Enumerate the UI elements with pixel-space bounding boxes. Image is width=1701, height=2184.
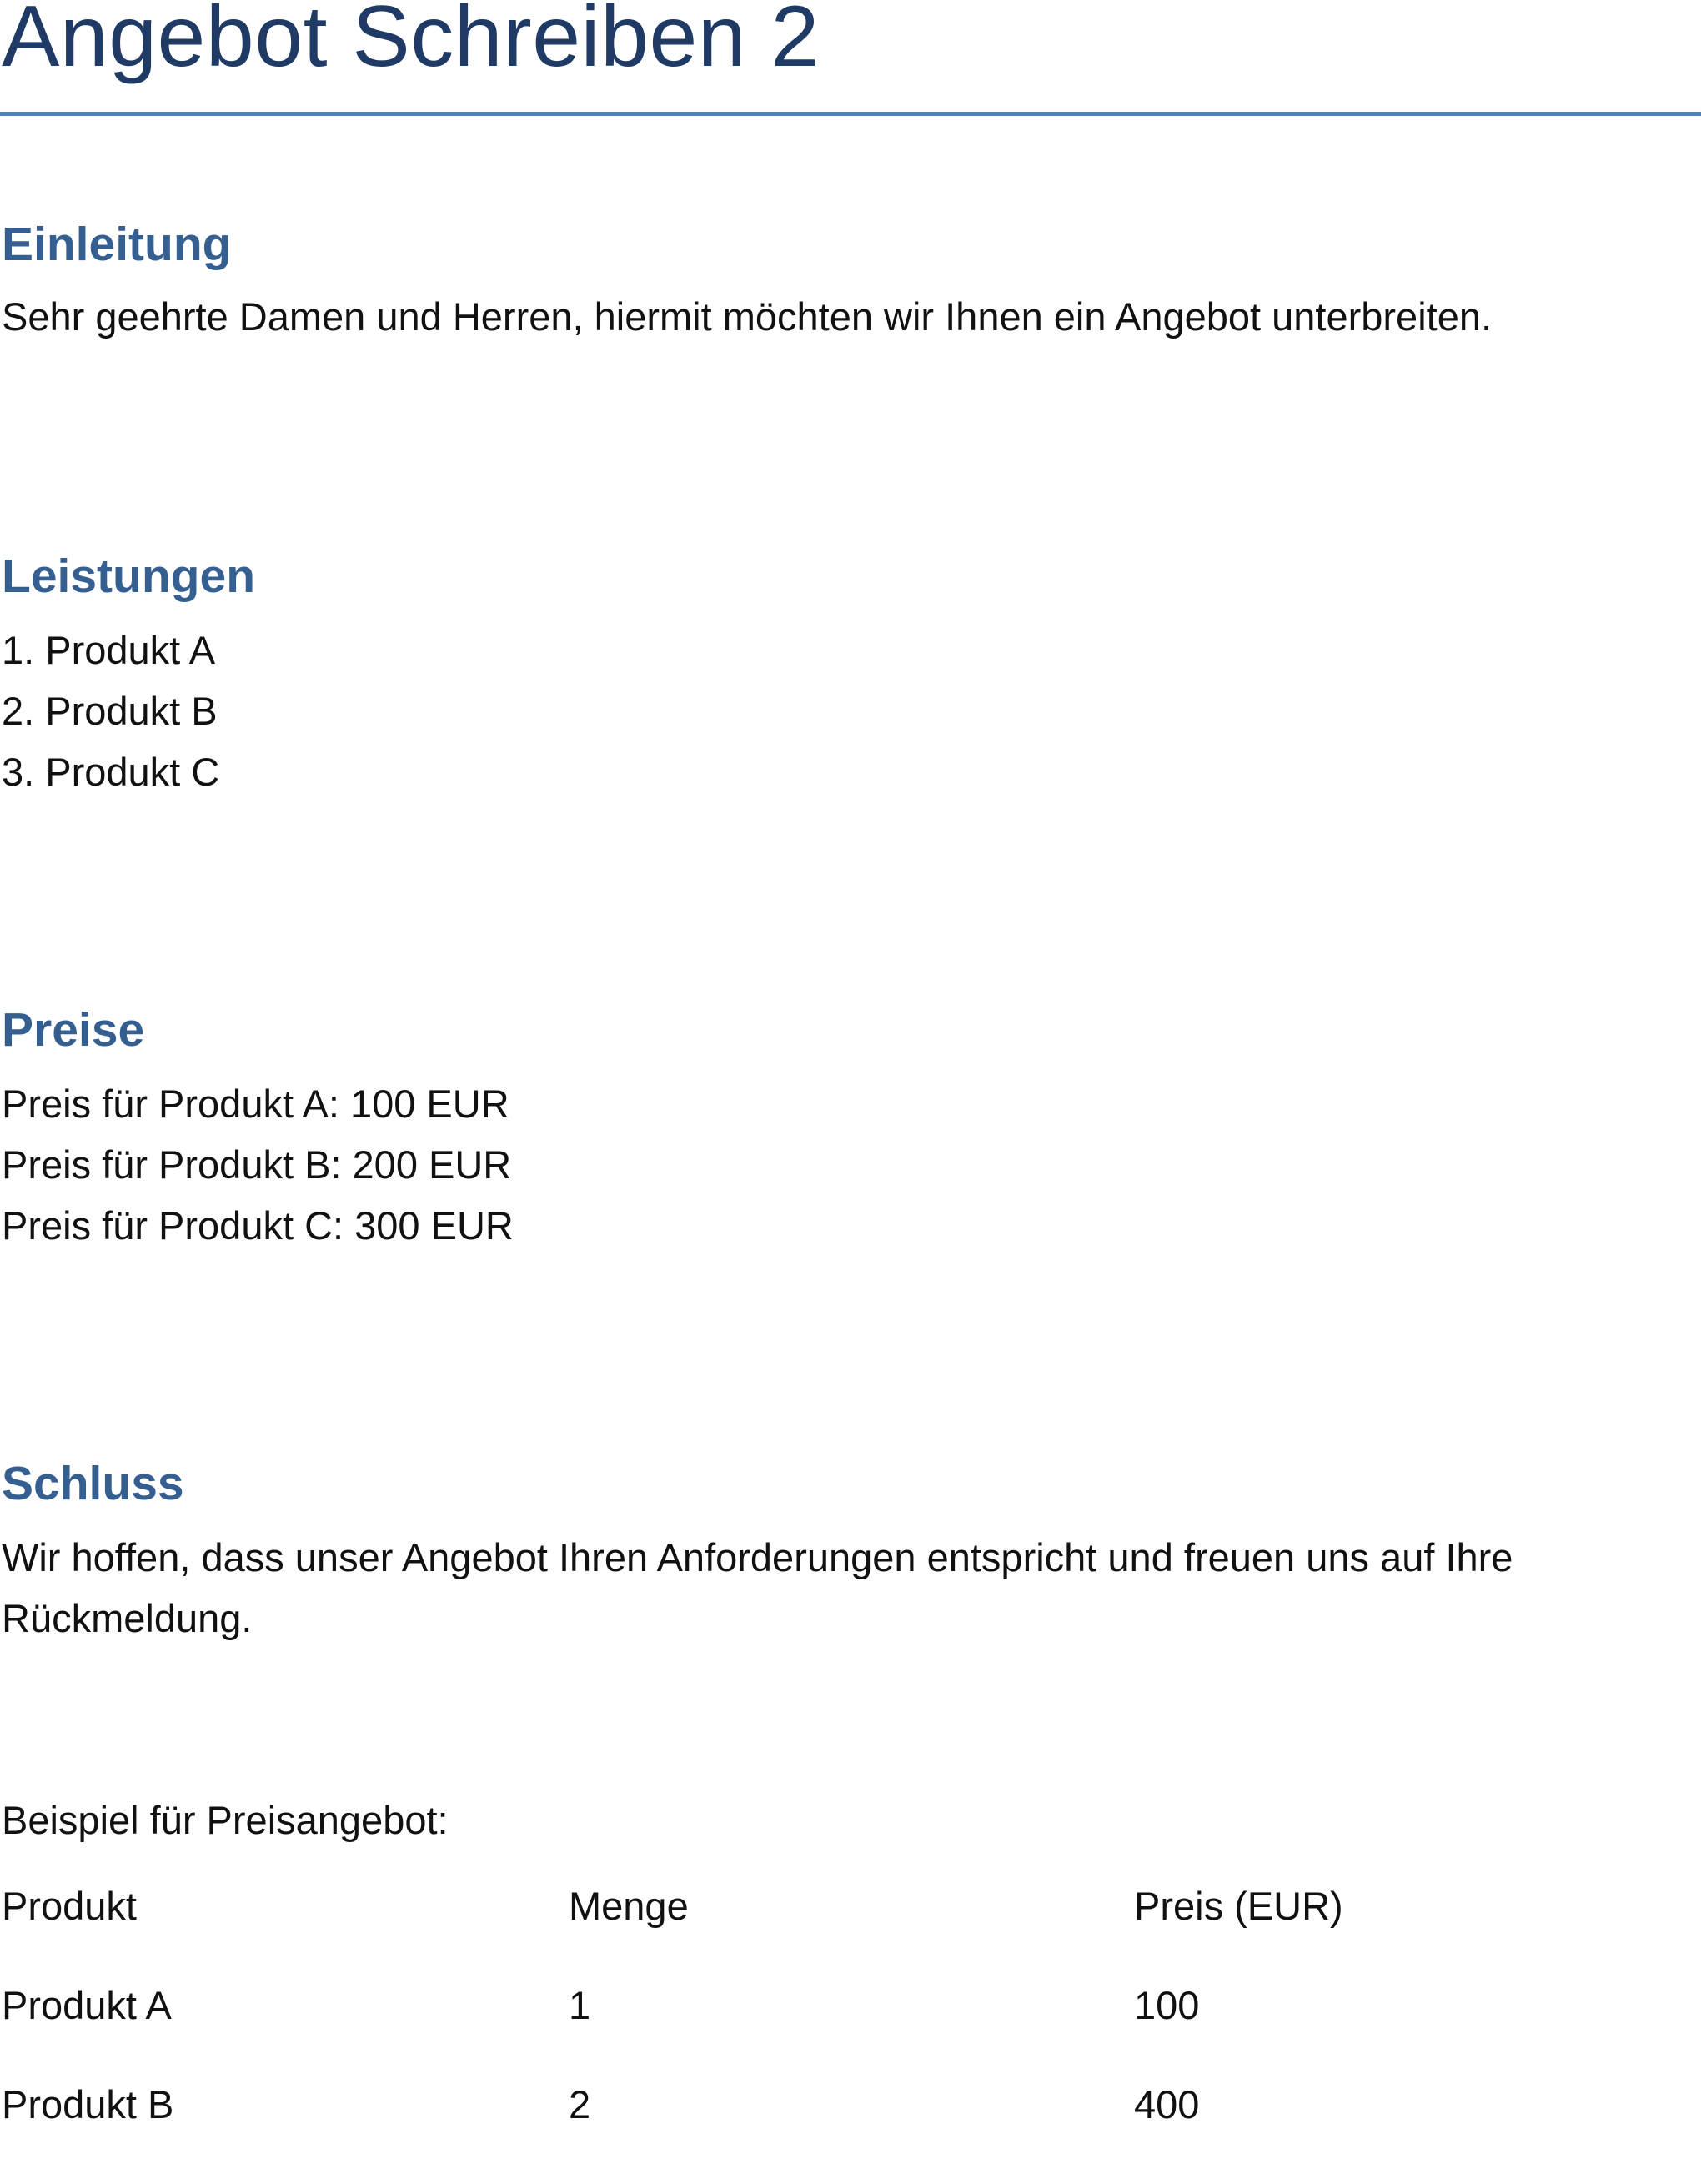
table-cell: 400 (1134, 2082, 1200, 2126)
column-header: Produkt (2, 1884, 137, 1928)
table-cell: Produkt B (2, 2082, 174, 2126)
price-line: Preis für Produkt A: 100 EUR (2, 1082, 509, 1126)
title-underline (0, 112, 1701, 116)
table-cell: Produkt A (2, 1983, 172, 2027)
heading-einleitung: Einleitung (2, 218, 232, 271)
table-cell: 2 (569, 2082, 591, 2126)
column-header: Menge (569, 1884, 689, 1928)
example-caption: Beispiel für Preisangebot: (2, 1798, 449, 1842)
list-item: 2. Produkt B (2, 689, 218, 733)
prices-list (2, 1073, 514, 1256)
services-list (2, 620, 219, 802)
intro-text: Sehr geehrte Damen und Herren, hiermit möchten wir Ihnen ein Angebot unterbreiten. (2, 294, 1493, 339)
closing-text: Wir hoffen, dass unser Angebot Ihren Anforderungen entspricht und freuen uns auf Ihre Rückmeldung. (2, 1535, 1513, 1640)
heading-leistungen: Leistungen (2, 550, 256, 603)
heading-schluss: Schluss (2, 1457, 184, 1510)
document-title: Angebot Schreiben 2 (2, 0, 820, 85)
price-line: Preis für Produkt C: 300 EUR (2, 1203, 514, 1248)
column-header: Preis (EUR) (1134, 1884, 1343, 1928)
list-item: 3. Produkt C (2, 750, 220, 794)
table-cell: 100 (1134, 1983, 1200, 2027)
table-cell: 1 (569, 1983, 591, 2027)
list-item: 1. Produkt A (2, 628, 216, 672)
heading-preise: Preise (2, 1003, 145, 1057)
price-line: Preis für Produkt B: 200 EUR (2, 1142, 512, 1187)
